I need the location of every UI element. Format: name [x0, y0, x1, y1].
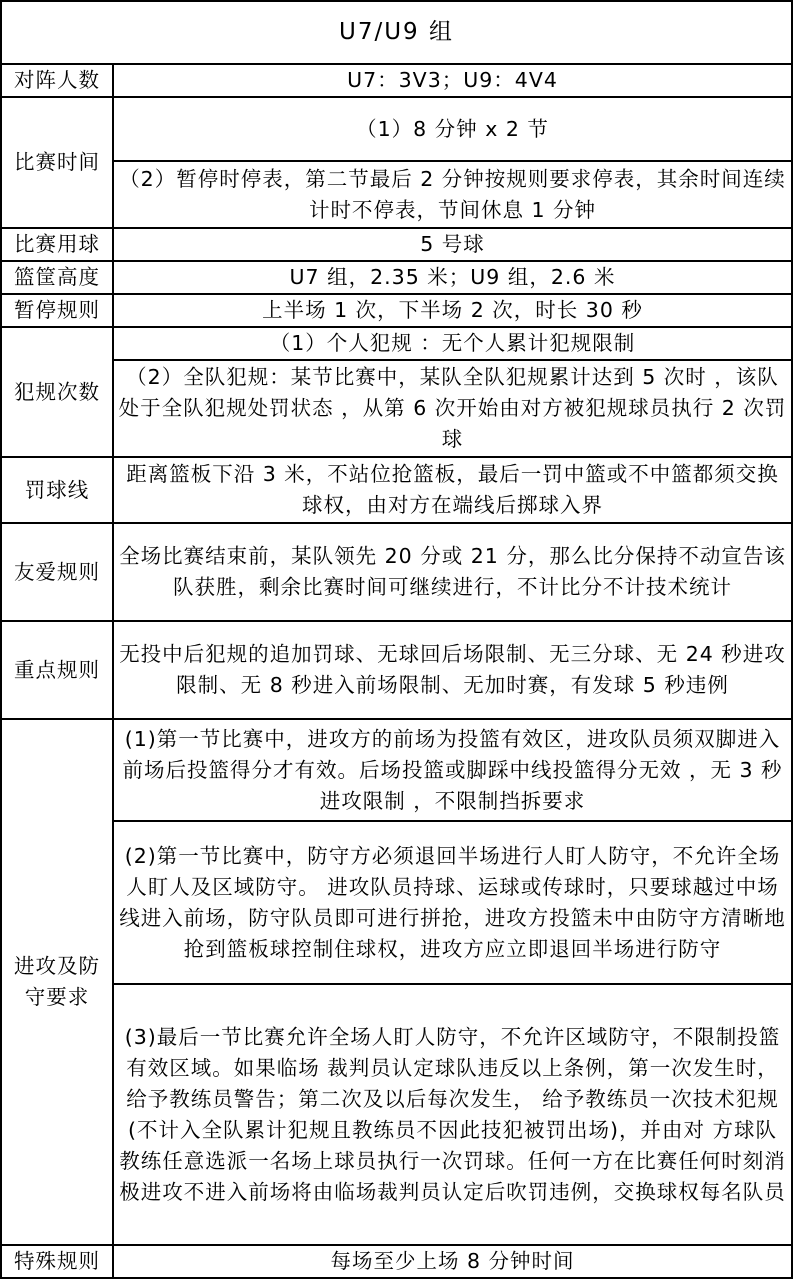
row-players — [1, 64, 792, 97]
row-label-hoop: 篮筐高度 — [1, 261, 113, 294]
row-fouls-2 — [1, 360, 792, 457]
row-value-time-2: （2）暂停时停表，第二节最后 2 分钟按规则要求停表，其余时间连续计时不停表，节间休息 1 分钟 — [113, 161, 792, 228]
title-row — [1, 1, 792, 64]
row-value-offense-3: (3)最后一节比赛允许全场人盯人防守，不允许区域防守，不限制投篮有效区域。如果临场 裁判员认定球队违反以上条例，第一次发生时，给予教练员警告；第二次及以后每次发生， 给予教练员一次技术犯规 (不计入全队累计犯规且教练员不因此技犯被罚出场)，并由对 方球队教练任意选派一名场上球员执行一次罚球。任何一方在比赛任何时刻消极进攻不进入前场将由临场裁判员认定后吹罚违例，交换球权每名队员 — [113, 984, 792, 1245]
row-freethrow — [1, 457, 792, 523]
row-ball — [1, 228, 792, 261]
row-value-ball: 5 号球 — [113, 228, 792, 261]
row-offense-3 — [1, 984, 792, 1245]
row-friendly — [1, 523, 792, 621]
row-time-1 — [1, 97, 792, 161]
row-value-time-1: （1）8 分钟 x 2 节 — [113, 97, 792, 161]
row-special — [1, 1245, 792, 1278]
row-value-timeout: 上半场 1 次，下半场 2 次，时长 30 秒 — [113, 294, 792, 327]
row-timeout — [1, 294, 792, 327]
row-value-special: 每场至少上场 8 分钟时间 — [113, 1245, 792, 1278]
row-label-special: 特殊规则 — [1, 1245, 113, 1278]
row-label-players: 对阵人数 — [1, 64, 113, 97]
row-label-time: 比赛时间 — [1, 97, 113, 228]
row-value-key: 无投中后犯规的追加罚球、无球回后场限制、无三分球、无 24 秒进攻限制、无 8 秒进入前场限制、无加时赛，有发球 5 秒违例 — [113, 621, 792, 719]
row-label-key: 重点规则 — [1, 621, 113, 719]
row-label-ball: 比赛用球 — [1, 228, 113, 261]
row-key — [1, 621, 792, 719]
row-offense-2 — [1, 821, 792, 984]
row-label-friendly: 友爱规则 — [1, 523, 113, 621]
row-value-offense-2: (2)第一节比赛中，防守方必须退回半场进行人盯人防守，不允许全场人盯人及区域防守。 进攻队员持球、运球或传球时，只要球越过中场线进入前场，防守队员即可进行拼抢，进攻方投篮未中由防守方清晰地抢到篮板球控制住球权，进攻方应立即退回半场进行防守 — [113, 821, 792, 984]
row-value-fouls-2: （2）全队犯规：某节比赛中，某队全队犯规累计达到 5 次时 ，该队处于全队犯规处罚状态 ，从第 6 次开始由对方被犯规球员执行 2 次罚球 — [113, 360, 792, 457]
row-offense-1 — [1, 719, 792, 821]
row-value-players: U7：3V3；U9：4V4 — [113, 64, 792, 97]
row-time-2 — [1, 161, 792, 228]
row-label-timeout: 暂停规则 — [1, 294, 113, 327]
row-value-hoop: U7 组，2.35 米；U9 组，2.6 米 — [113, 261, 792, 294]
row-label-fouls: 犯规次数 — [1, 327, 113, 457]
row-value-freethrow: 距离篮板下沿 3 米，不站位抢篮板，最后一罚中篮或不中篮都须交换球权，由对方在端线后掷球入界 — [113, 457, 792, 523]
row-value-friendly: 全场比赛结束前，某队领先 20 分或 21 分，那么比分保持不动宣告该队获胜，剩余比赛时间可继续进行，不计比分不计技术统计 — [113, 523, 792, 621]
row-value-fouls-1: （1）个人犯规 ：无个人累计犯规限制 — [113, 327, 792, 360]
row-label-offense: 进攻及防守要求 — [1, 719, 113, 1245]
row-fouls-1 — [1, 327, 792, 360]
row-value-offense-1: (1)第一节比赛中，进攻方的前场为投篮有效区，进攻队员须双脚进入前场后投篮得分才有效。后场投篮或脚踩中线投篮得分无效 ，无 3 秒进攻限制 ，不限制挡拆要求 — [113, 719, 792, 821]
table-title: U7/U9 组 — [1, 1, 792, 64]
row-label-freethrow: 罚球线 — [1, 457, 113, 523]
row-hoop — [1, 261, 792, 294]
